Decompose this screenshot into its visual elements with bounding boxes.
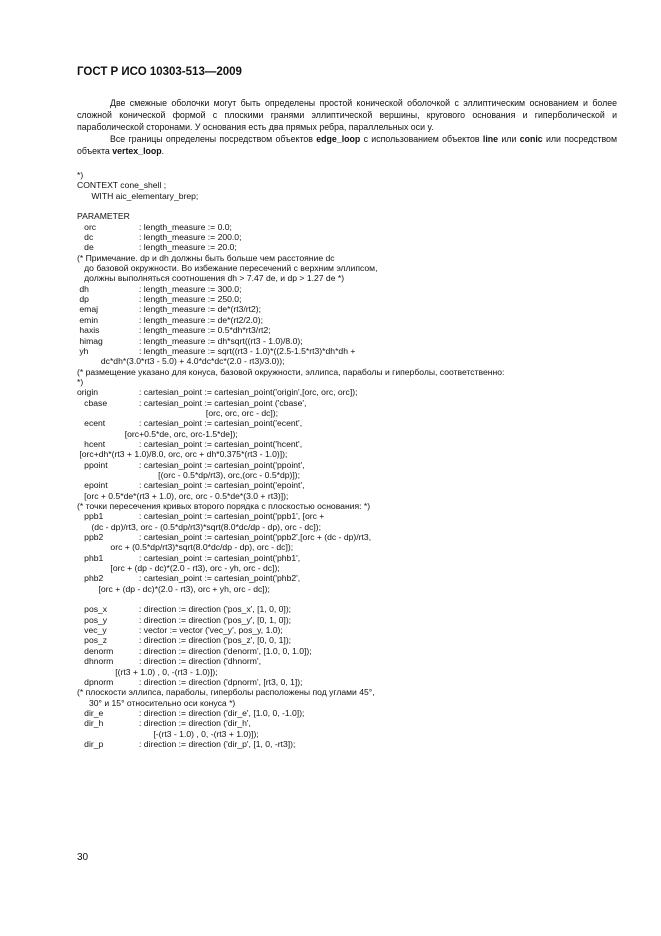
intro-p2-e: или [498, 134, 520, 145]
code-line [77, 346, 637, 356]
code-name: WITH aic_elementary_brep; [77, 190, 199, 201]
entity-edge-loop: edge_loop [316, 134, 361, 145]
code-name: dpnorm [77, 676, 114, 687]
code-definition: : length_measure := 200.0; [139, 232, 242, 243]
code-line [77, 191, 637, 201]
code-name: himag [77, 335, 103, 346]
code-name: ppoint [77, 459, 108, 470]
code-line [77, 656, 637, 666]
code-definition: : direction := direction ('denorm', [1.0, 0, 1.0]); [139, 645, 312, 656]
code-line [77, 542, 637, 552]
code-line [77, 356, 637, 366]
code-line [77, 667, 637, 677]
code-definition: : cartesian_point := cartesian_point('phb2', [139, 573, 301, 584]
code-line [77, 170, 637, 180]
code-line [77, 325, 637, 335]
code-definition: : cartesian_point := cartesian_point('ppoint', [139, 459, 305, 470]
code-line [77, 367, 637, 377]
code-definition: : length_measure := 250.0; [139, 294, 242, 305]
code-name: *) [77, 170, 84, 180]
code-line [77, 377, 637, 387]
code-name: epoint [77, 480, 108, 491]
code-definition: : length_measure := 0.0; [139, 221, 232, 232]
code-definition: orc + (0.5*dp/rt3)*sqrt(8.0*dc/dp - dp), orc - dc]); [77, 542, 294, 553]
code-line [77, 635, 637, 645]
code-name: (* Примечание. dp и dh должны быть больше чем расстояние dc [77, 252, 335, 263]
code-line [77, 429, 637, 439]
code-name: de [77, 242, 94, 253]
code-definition: : direction := direction ('pos_z', [0, 0, 1]); [139, 635, 292, 646]
code-line [77, 253, 637, 263]
code-name: ppb2 [77, 532, 104, 543]
code-definition: : direction := direction ('dir_p', [1, 0, -rt3]); [139, 738, 296, 749]
code-name: dir_e [77, 707, 104, 718]
code-name: 30° и 15° относительно оси конуса *) [77, 697, 236, 708]
code-name: emin [77, 314, 99, 325]
code-line [77, 729, 637, 739]
code-name: origin [77, 387, 99, 398]
code-definition: : cartesian_point := cartesian_point('origin',[orc, orc, orc]); [139, 387, 358, 398]
code-definition: [orc+0.5*de, orc, orc-1.5*de]); [77, 428, 238, 439]
code-name: dir_h [77, 718, 104, 729]
code-definition: : direction := direction ('pos_y', [0, 1, 0]); [139, 614, 292, 625]
code-definition: : length_measure := 300.0; [139, 283, 242, 294]
code-line [77, 718, 637, 728]
code-name: vec_y [77, 625, 107, 636]
code-line [77, 242, 637, 252]
code-name: CONTEXT cone_shell ; [77, 180, 167, 191]
code-definition: [orc, orc, orc - dc]); [77, 407, 279, 418]
code-name: dp [77, 294, 89, 305]
code-name: PARAMETER [77, 211, 130, 222]
code-name: pos_x [77, 604, 108, 615]
code-line [77, 708, 637, 718]
code-line [77, 387, 637, 397]
code-definition: : direction := direction ('dir_h', [139, 718, 251, 729]
entity-vertex-loop: vertex_loop [112, 146, 162, 157]
code-line [77, 573, 637, 583]
code-line [77, 522, 637, 532]
intro-paragraph-1: Две смежные оболочки могут быть определены простой конической оболочкой с эллиптическим основанием и более сложной конической формой с плоскими гранями эллиптической вершины, кругового основания и гиперболической и параболической сторонами. У основания есть два прямых ребра, параллельных оси y. [77, 98, 617, 133]
code-line [77, 398, 637, 408]
code-name: cbase [77, 397, 108, 408]
code-name: haxis [77, 325, 100, 336]
code-name: должны выполняться соотношения dh > 7.47 de, и dp > 1.27 de *) [77, 273, 345, 284]
code-definition: : length_measure := sqrt((rt3 - 1.0)*((2.5-1.5*rt3)*dh*dh + [139, 345, 356, 356]
code-definition: : vector := vector ('vec_y', pos_y, 1.0); [139, 625, 283, 636]
code-line [77, 439, 637, 449]
code-definition: : cartesian_point := cartesian_point('ppb2',[orc + (dc - dp)/rt3, [139, 532, 372, 543]
code-line [77, 232, 637, 242]
code-name: (dc - dp)/rt3, orc - (0.5*dp/rt3)*sqrt(8.0*dc/dp - dp), orc - dc]); [77, 521, 322, 532]
code-name: dh [77, 283, 89, 294]
code-line [77, 604, 637, 614]
code-line [77, 511, 637, 521]
intro-p2-c: с использованием объектов [360, 134, 483, 145]
code-name: phb2 [77, 573, 104, 584]
code-definition: : length_measure := 0.5*dh*rt3/rt2; [139, 325, 271, 336]
code-line [77, 687, 637, 697]
intro-p2-a: Все границы определены посредством объектов [110, 134, 317, 145]
code-name: *) [77, 376, 84, 387]
code-line [77, 615, 637, 625]
code-line [77, 263, 637, 273]
code-name: ecent [77, 418, 106, 429]
code-name: emaj [77, 304, 99, 315]
code-line [77, 180, 637, 190]
code-name: orc [77, 221, 97, 232]
code-definition: : length_measure := de*(rt3/rt2); [139, 304, 262, 315]
code-line [77, 304, 637, 314]
standard-header: ГОСТ Р ИСО 10303-513—2009 [77, 66, 242, 78]
code-definition: : cartesian_point := cartesian_point('ecent', [139, 418, 303, 429]
code-definition: : cartesian_point := cartesian_point('epoint', [139, 480, 305, 491]
code-definition: [orc+dh*(rt3 + 1.0)/8.0, orc, orc + dh*0.375*(rt3 - 1.0)]); [77, 449, 288, 460]
code-line [77, 491, 637, 501]
code-line [77, 211, 637, 221]
intro-p2-g: или посредством объекта [77, 134, 617, 157]
intro-paragraph-2 [77, 133, 617, 157]
code-definition: : direction := direction ('dhnorm', [139, 656, 261, 667]
code-name: (* плоскости эллипса, параболы, гиперболы расположены под углами 45°, [77, 687, 375, 698]
code-definition: [orc + (dp - dc)*(2.0 - rt3), orc + yh, orc - dc]); [77, 583, 270, 594]
code-definition: [(orc - 0.5*dp/rt3), orc,(orc - 0.5*dp)]); [77, 469, 301, 480]
entity-conic: conic [519, 134, 543, 145]
code-name: (* размещение указано для конуса, базовой окружности, эллипса, параболы и гиперболы, соответственно: [77, 366, 505, 377]
page-number: 30 [77, 852, 89, 863]
code-name: phb1 [77, 552, 104, 563]
code-definition: [orc + (dp - dc)*(2.0 - rt3), orc - yh, orc - dc]); [77, 563, 280, 574]
intro-text [77, 97, 617, 157]
code-line [77, 294, 637, 304]
code-name: dhnorm [77, 656, 114, 667]
code-line [77, 532, 637, 542]
code-definition: : cartesian_point := cartesian_point('phb1', [139, 552, 301, 563]
code-line [77, 501, 637, 511]
code-line [77, 273, 637, 283]
code-line [77, 470, 637, 480]
code-line [77, 418, 637, 428]
code-name: pos_z [77, 635, 108, 646]
code-name: pos_y [77, 614, 108, 625]
code-definition: [-(rt3 - 1.0) , 0, -(rt3 + 1.0)]); [77, 728, 259, 739]
code-definition: : direction := direction ('dir_e', [1.0, 0, -1.0]); [139, 707, 305, 718]
code-line [77, 315, 637, 325]
code-line [77, 739, 637, 749]
code-definition: : cartesian_point := cartesian_point ('cbase', [139, 397, 307, 408]
code-line [77, 449, 637, 459]
code-name: yh [77, 345, 89, 356]
code-definition: : direction := direction ('pos_x', [1, 0, 0]); [139, 604, 292, 615]
express-code-listing [77, 170, 637, 749]
code-line [77, 222, 637, 232]
code-line [77, 480, 637, 490]
code-definition: : cartesian_point := cartesian_point('hcent', [139, 438, 303, 449]
code-definition: : direction := direction ('dpnorm', [rt3, 0, 1]); [139, 676, 303, 687]
code-definition: : length_measure := 20.0; [139, 242, 237, 253]
code-line [77, 563, 637, 573]
code-name: до базовой окружности. Во избежание пересечений с верхним эллипсом, [77, 263, 378, 274]
code-line [77, 408, 637, 418]
code-definition: dc*dh*(3.0*rt3 - 5.0) + 4.0*dc*dc*(2.0 - rt3)/3.0)); [77, 356, 285, 367]
code-name: dir_p [77, 738, 104, 749]
code-line [77, 677, 637, 687]
code-name: (* точки пересечения кривых второго порядка с плоскостью основания: *) [77, 501, 371, 511]
code-line [77, 201, 637, 211]
code-line [77, 625, 637, 635]
code-name: ppb1 [77, 511, 104, 522]
code-definition: [orc + 0.5*de*(rt3 + 1.0), orc, orc - 0.5*de*(3.0 + rt3)]); [77, 490, 289, 501]
intro-p2-i: . [161, 146, 165, 157]
code-line [77, 553, 637, 563]
code-name: dc [77, 232, 94, 243]
code-line [77, 698, 637, 708]
code-name: hcent [77, 438, 106, 449]
code-line [77, 336, 637, 346]
code-definition: : length_measure := dh*sqrt((rt3 - 1.0)/8.0); [139, 335, 303, 346]
code-line [77, 584, 637, 594]
code-definition: : length_measure := de*(rt2/2.0); [139, 314, 263, 325]
code-line [77, 460, 637, 470]
code-definition: : cartesian_point := cartesian_point('ppb1', [orc + [139, 511, 325, 522]
code-definition: [(rt3 + 1.0) , 0, -(rt3 - 1.0)]); [77, 666, 218, 677]
entity-line: line [482, 134, 499, 145]
code-line [77, 646, 637, 656]
code-name: denorm [77, 645, 114, 656]
code-line [77, 594, 637, 604]
code-line [77, 284, 637, 294]
